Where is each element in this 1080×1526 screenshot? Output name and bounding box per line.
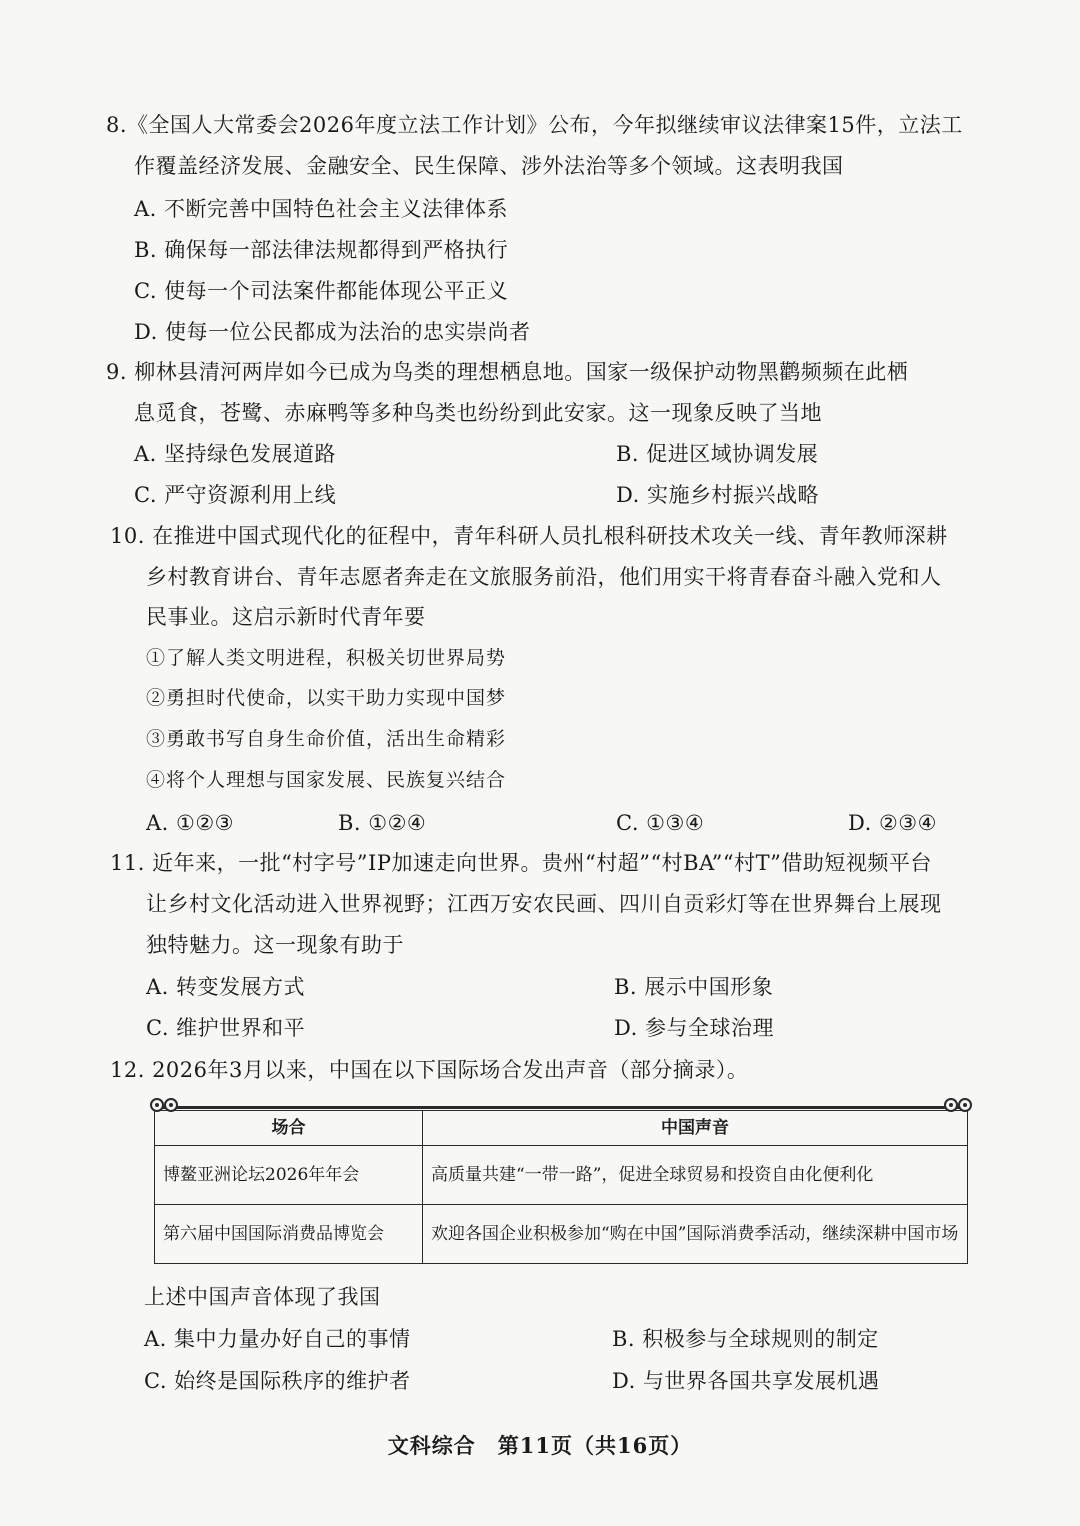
q10-stem-line1: 10. 在推进中国式现代化的征程中，青年科研人员扎根科研技术攻关一线、青年教师深耕 [110, 524, 948, 548]
q12-option-a: A. 集中力量办好自己的事情 [144, 1327, 411, 1351]
q11-stem-line1: 11. 近年来，一批“村字号”IP加速走向世界。贵州“村超”“村BA”“村T”借助短视频平台 [110, 851, 932, 875]
q11-option-d: D. 参与全球治理 [614, 1016, 774, 1040]
q11-option-c: C. 维护世界和平 [146, 1016, 306, 1040]
q10-stem-line3: 民事业。这启示新时代青年要 [146, 605, 426, 629]
q8-option-b: B. 确保每一部法律法规都得到严格执行 [134, 238, 509, 262]
q12-option-b: B. 积极参与全球规则的制定 [612, 1327, 879, 1351]
q8-option-d: D. 使每一位公民都成为法治的忠实崇尚者 [134, 320, 531, 344]
q9-option-a: A. 坚持绿色发展道路 [134, 442, 337, 466]
q9-option-d: D. 实施乡村振兴战略 [616, 483, 819, 507]
q10-option-c: C. ①③④ [616, 811, 705, 835]
table-row [155, 1146, 968, 1205]
q10-item-1: ①了解人类文明进程，积极关切世界局势 [146, 647, 507, 669]
table-header-row [155, 1111, 968, 1146]
q10-item-3: ③勇敢书写自身生命价值，活出生命精彩 [146, 728, 507, 750]
q11-stem-line2: 让乡村文化活动进入世界视野；江西万安农民画、四川自贡彩灯等在世界舞台上展现 [146, 892, 942, 916]
q8-stem-line2: 作覆盖经济发展、金融安全、民生保障、涉外法治等多个领域。这表明我国 [134, 154, 844, 178]
q12-table [154, 1110, 968, 1264]
table-header-voice: 中国声音 [423, 1111, 968, 1146]
q9-option-b: B. 促进区域协调发展 [616, 442, 819, 466]
table-cell-voice: 高质量共建“一带一路”，促进全球贸易和投资自由化便利化 [423, 1146, 968, 1205]
table-row [155, 1205, 968, 1264]
table-cell-venue: 博鳌亚洲论坛2026年年会 [155, 1146, 423, 1205]
q9-option-c: C. 严守资源利用上线 [134, 483, 337, 507]
q12-table-frame [150, 1098, 972, 1268]
q10-item-2: ②勇担时代使命，以实干助力实现中国梦 [146, 687, 507, 709]
q12-followup: 上述中国声音体现了我国 [144, 1285, 381, 1309]
q10-stem-line2: 乡村教育讲台、青年志愿者奔走在文旅服务前沿，他们用实干将青春奋斗融入党和人 [146, 565, 942, 589]
q9-stem-line1: 9. 柳林县清河两岸如今已成为鸟类的理想栖息地。国家一级保护动物黑鹳频频在此栖 [106, 360, 909, 384]
page-footer: 文科综合 第11页（共16页） [387, 1433, 693, 1458]
q10-option-a: A. ①②③ [146, 811, 234, 835]
q11-option-b: B. 展示中国形象 [614, 975, 774, 999]
q10-option-b: B. ①②④ [338, 811, 427, 835]
q12-option-d: D. 与世界各国共享发展机遇 [612, 1369, 880, 1393]
table-cell-venue: 第六届中国国际消费品博览会 [155, 1205, 423, 1264]
q11-option-a: A. 转变发展方式 [146, 975, 306, 999]
table-cell-voice: 欢迎各国企业积极参加“购在中国”国际消费季活动，继续深耕中国市场 [423, 1205, 968, 1264]
q11-stem-line3: 独特魅力。这一现象有助于 [146, 933, 404, 957]
q10-option-d: D. ②③④ [848, 811, 937, 835]
q12-stem: 12. 2026年3月以来，中国在以下国际场合发出声音（部分摘录）。 [110, 1058, 749, 1082]
q10-item-4: ④将个人理想与国家发展、民族复兴结合 [146, 769, 507, 791]
q8-option-c: C. 使每一个司法案件都能体现公平正义 [134, 279, 509, 303]
q12-option-c: C. 始终是国际秩序的维护者 [144, 1369, 411, 1393]
q8-option-a: A. 不断完善中国特色社会主义法律体系 [134, 197, 509, 221]
q9-stem-line2: 息觅食，苍鹭、赤麻鸭等多种鸟类也纷纷到此安家。这一现象反映了当地 [134, 401, 822, 425]
table-header-venue: 场合 [155, 1111, 423, 1146]
q8-stem-line1: 8.《全国人大常委会2026年度立法工作计划》公布，今年拟继续审议法律案15件，立法工 [106, 113, 963, 137]
table-top-rule [158, 1106, 964, 1109]
